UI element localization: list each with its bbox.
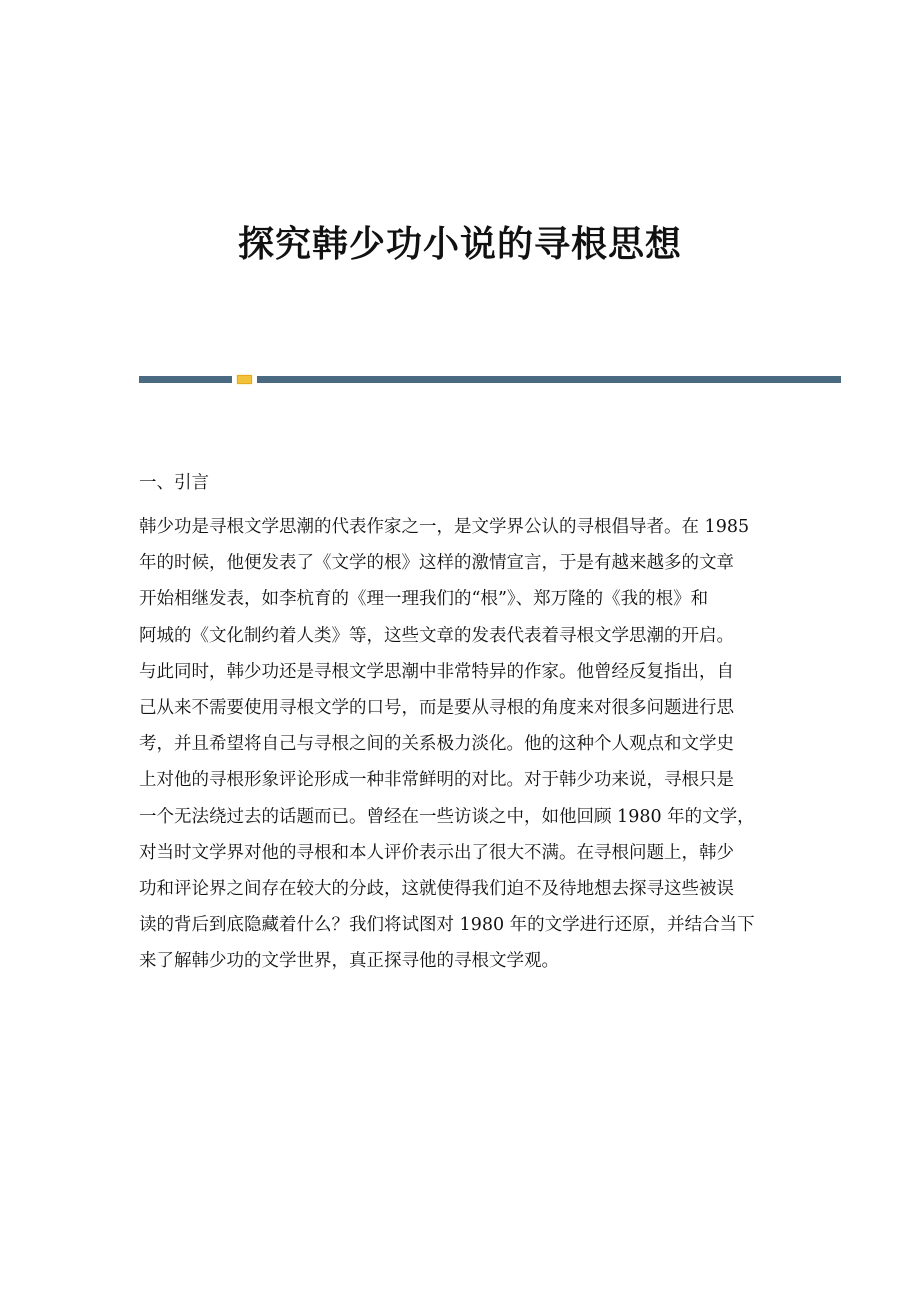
- divider-bar-left: [139, 376, 232, 383]
- text-line: 开始相继发表，如李杭育的《理一理我们的“根”》、郑万隆的《我的根》和: [139, 589, 709, 610]
- paragraph: [139, 659, 839, 985]
- section-heading: 一、引言: [139, 473, 209, 493]
- document-body: [139, 470, 839, 984]
- envelope-icon: [237, 375, 252, 384]
- text-line: 一个无法绕过去的话题而已。曾经在一些访谈之中，如他回顾 1980 年的文学，: [139, 806, 755, 827]
- text-line: 考，并且希望将自己与寻根之间的关系极力淡化。他的这种个人观点和文学史: [139, 734, 734, 755]
- text-line: 己从来不需要使用寻根文学的口号，而是要从寻根的角度来对很多问题进行思: [139, 697, 734, 718]
- text-line: 年的时候，他便发表了《文学的根》这样的激情宣言，于是有越来越多的文章: [139, 553, 734, 574]
- text-line: 来了解韩少功的文学世界，真正探寻他的寻根文学观。: [139, 951, 559, 972]
- text-line: 与此同时，韩少功还是寻根文学思潮中非常特异的作家。他曾经反复指出，自: [139, 661, 734, 682]
- text-line: 对当时文学界对他的寻根和本人评价表示出了很大不满。在寻根问题上，韩少: [139, 842, 734, 863]
- text-line: 韩少功是寻根文学思潮的代表作家之一，是文学界公认的寻根倡导者。在 1985: [139, 517, 750, 537]
- divider-bar-right: [257, 376, 841, 383]
- document-title: 探究韩少功小说的寻根思想: [237, 223, 682, 265]
- text-line: 上对他的寻根形象评论形成一种非常鲜明的对比。对于韩少功来说，寻根只是: [139, 770, 734, 791]
- paragraph: [139, 514, 839, 659]
- text-line: 阿城的《文化制约着人类》等，这些文章的发表代表着寻根文学思潮的开启。: [139, 625, 734, 646]
- text-line: 功和评论界之间存在较大的分歧，这就使得我们迫不及待地想去探寻这些被误: [139, 878, 734, 899]
- title-divider: [139, 375, 841, 384]
- text-line: 读的背后到底隐藏着什么？我们将试图对 1980 年的文学进行还原，并结合当下: [139, 915, 755, 936]
